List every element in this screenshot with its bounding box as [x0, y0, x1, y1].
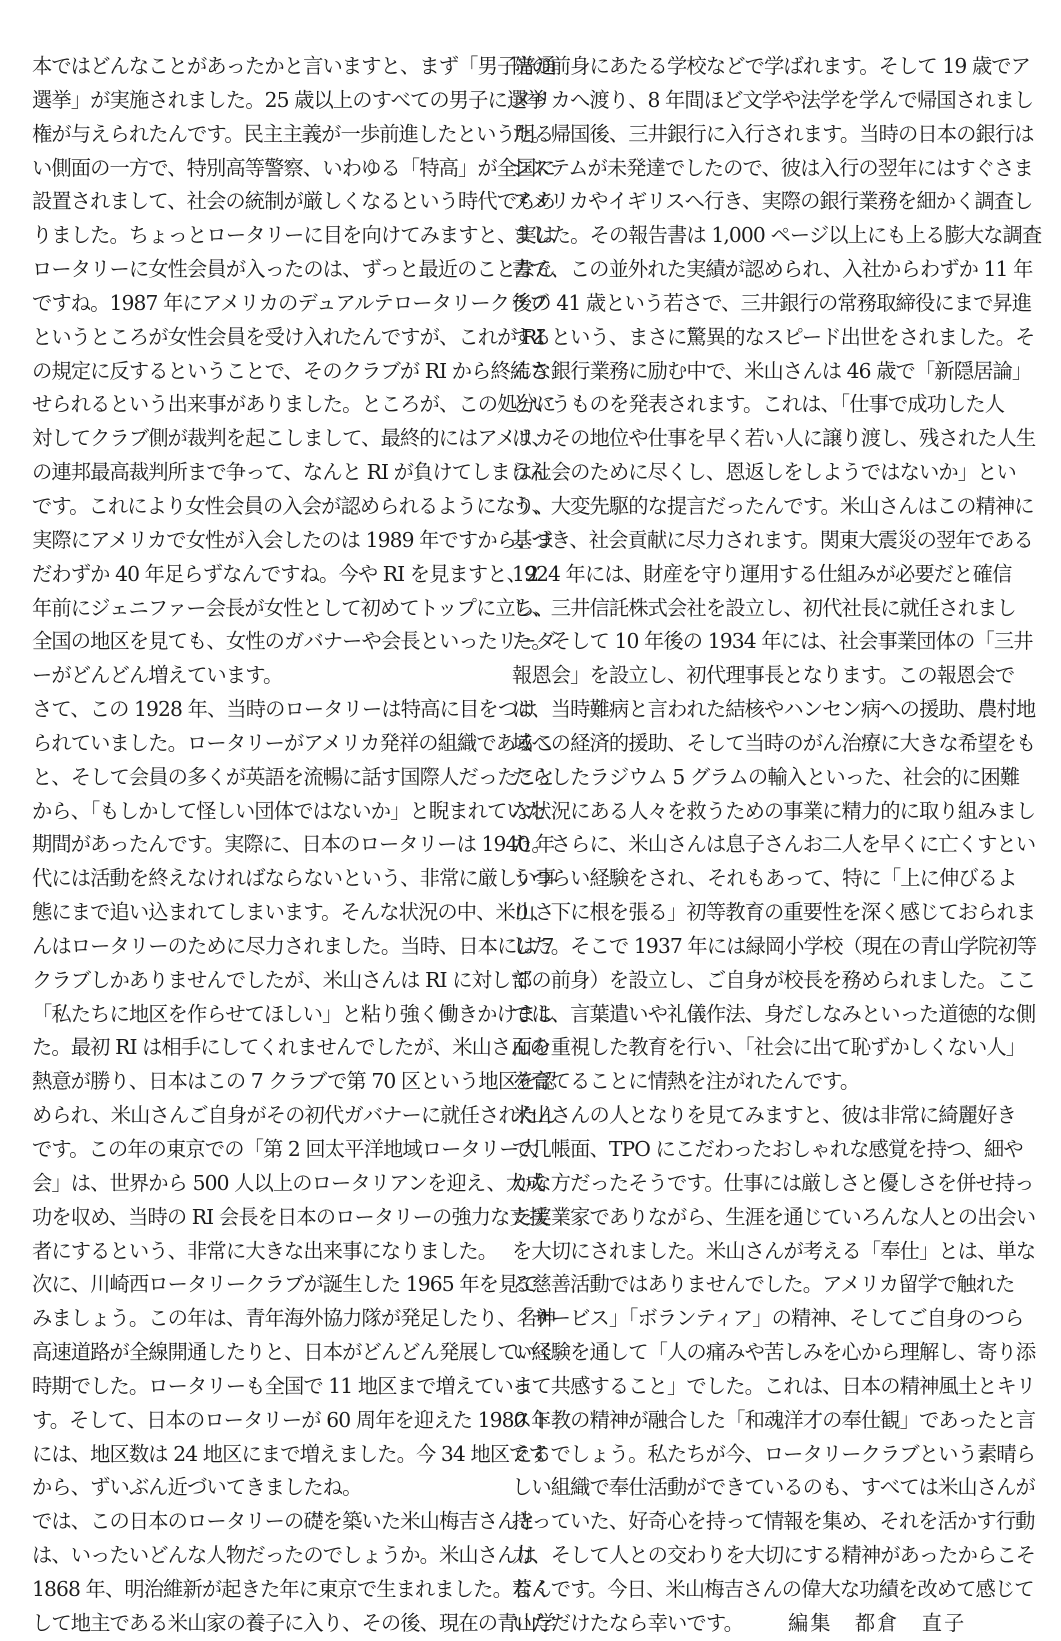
text-line: には、地区数は 24 地区にまで増えました。今 34 地区です [32, 1441, 548, 1466]
text-line: 書で、この並外れた実績が認められ、入社からわずか 11 年 [512, 257, 1033, 282]
text-line: 力、そして人との交わりを大切にする精神があったからこそ [512, 1543, 1036, 1568]
text-line: い経験を通して「人の痛みや苦しみを心から理解し、寄り添 [512, 1340, 1036, 1365]
text-line: と、そして会員の多くが英語を流暢に話す国際人だったこと [32, 764, 556, 789]
text-line: しい組織で奉仕活動ができているのも、すべては米山さんが [512, 1475, 1035, 1500]
text-line: たらしたラジウム 5 グラムの輸入といった、社会的に困難 [512, 764, 1020, 789]
text-line: た。帰国後、三井銀行に入行されます。当時の日本の銀行は [512, 121, 1034, 146]
closing-text: いただけたなら幸いです。 [512, 1610, 743, 1635]
text-line: の規定に反するということで、そのクラブが RI から終結さ [32, 358, 549, 383]
text-line: では、この日本のロータリーの礎を築いた米山梅吉さんと [32, 1509, 536, 1534]
text-line: なんです。今日、米山梅吉さんの偉大な功績を改めて感じて [512, 1576, 1034, 1601]
text-line: 対してクラブ側が裁判を起こしまして、最終的にはアメリカ [32, 426, 554, 451]
text-line: ロータリーに女性会員が入ったのは、ずっと最近のことなん [32, 257, 555, 282]
text-line: 設置されまして、社会の統制が厳しくなるという時代でもあ [32, 189, 555, 214]
text-line: 1868 年、明治維新が起きた年に東京で生まれました。若く [32, 1576, 551, 1601]
text-line: メリカへ渡り、8 年間ほど文学や法学を学んで帰国されまし [512, 87, 1034, 112]
closing-line [512, 1607, 978, 1641]
text-line: 面を重視した教育を行い、「社会に出て恥ずかしくない人」 [512, 1035, 1026, 1060]
text-line: す。そして、日本のロータリーが 60 周年を迎えた 1980 年 [32, 1407, 551, 1432]
text-line: 実際にアメリカで女性が入会したのは 1989 年ですから、ま [32, 527, 555, 552]
text-line: 持っていた、好奇心を持って情報を集め、それを活かす行動 [512, 1509, 1035, 1534]
text-line: 功を収め、当時の RI 会長を日本のロータリーの強力な支援 [32, 1204, 549, 1229]
text-line: さて、この 1928 年、当時のロータリーは特高に目をつけ [32, 697, 537, 722]
text-line: うつらい経験をされ、それもあって、特に「上に伸びるよ [512, 866, 1017, 891]
text-line: した。そこで 1937 年には緑岡小学校（現在の青山学院初等 [512, 933, 1037, 958]
text-line: られていました。ロータリーがアメリカ発祥の組織であるこ [32, 730, 554, 755]
text-line: というものを発表されます。これは、「仕事で成功した人 [512, 392, 1005, 417]
text-line: を育てることに情熱を注がれたんです。 [512, 1069, 860, 1094]
text-line: から、ずいぶん近づいてきましたね。 [32, 1475, 362, 1500]
text-line: して地主である米山家の養子に入り、その後、現在の青山学 [32, 1610, 556, 1635]
text-line: は、当時難病と言われた結核やハンセン病への援助、農村地 [512, 697, 1036, 722]
text-line: の連邦最高裁判所まで争って、なんと RI が負けてしまうん [32, 460, 549, 485]
text-line: です。これにより女性会員の入会が認められるようになり、 [32, 493, 554, 518]
text-line: んな銀行業務に励む中で、米山さんは 46 歳で「新隠居論」 [512, 358, 1032, 383]
text-line: う、大変先駆的な提言だったんです。米山さんはこの精神に [512, 493, 1034, 518]
text-line: る慈善活動ではありませんでした。アメリカ留学で触れた [512, 1272, 1015, 1297]
text-line: 全国の地区を見ても、女性のガバナーや会長といったリーダ [32, 629, 556, 654]
text-line: では、言葉遣いや礼儀作法、身だしなみといった道徳的な側 [512, 1001, 1036, 1026]
text-line: た実業家でありながら、生涯を通じていろんな人との出会い [512, 1204, 1036, 1229]
text-line: 基づき、社会貢献に尽力されます。関東大震災の翌年である [512, 527, 1033, 552]
text-line: 熱意が勝り、日本はこの 7 クラブで第 70 区という地区を認 [32, 1069, 556, 1094]
text-line: んはロータリーのために尽力されました。当時、日本には 7 [32, 933, 554, 958]
text-line: 部の前身）を設立し、ご自身が校長を務められました。ここ [512, 967, 1036, 992]
text-line: みましょう。この年は、青年海外協力隊が発足したり、名神 [32, 1306, 556, 1331]
text-line: し、三井信託株式会社を設立し、初代社長に就任されまし [512, 595, 1016, 620]
text-line: するという、まさに驚異的なスピード出世をされました。そ [512, 324, 1035, 349]
text-line: って共感すること」でした。これは、日本の精神風土とキリ [512, 1373, 1036, 1398]
text-line: アメリカやイギリスへ行き、実際の銀行業務を細かく調査し [512, 189, 1033, 214]
text-line: た。そして 10 年後の 1934 年には、社会事業団体の「三井 [512, 629, 1033, 654]
text-line: 本ではどんなことがあったかと言いますと、まず「男子普通 [32, 54, 556, 78]
text-line: ました。その報告書は 1,000 ページ以上にも上る膨大な調査 [512, 223, 1042, 248]
text-line: い側面の一方で、特別高等警察、いわゆる「特高」が全国に [32, 155, 555, 180]
text-line: システムが未発達でしたので、彼は入行の翌年にはすぐさま [512, 155, 1033, 180]
text-line: 代には活動を終えなければならないという、非常に厳しい事 [32, 866, 556, 891]
text-line: スト教の精神が融合した「和魂洋才の奉仕観」であったと言 [512, 1407, 1036, 1432]
left-column [32, 50, 557, 1641]
text-line: 会」は、世界から 500 人以上のロータリアンを迎え、大成 [32, 1170, 545, 1195]
text-line: た。最初 RI は相手にしてくれませんでしたが、米山さんの [32, 1035, 550, 1060]
text-line: えるでしょう。私たちが今、ロータリークラブという素晴ら [512, 1441, 1036, 1466]
text-line: 時期でした。ロータリーも全国で 11 地区まで増えていま [32, 1373, 533, 1398]
text-line: 米山さんの人となりを見てみますと、彼は非常に綺麗好き [512, 1103, 1016, 1128]
text-line: は、いったいどんな人物だったのでしょうか。米山さんは [32, 1543, 536, 1568]
text-line: 態にまで追い込まれてしまいます。そんな状況の中、米山さ [32, 900, 554, 925]
text-line: 報恩会」を設立し、初代理事長となります。この報恩会で [512, 663, 1015, 688]
text-line: せられるという出来事がありました。ところが、この処分に [32, 392, 556, 417]
text-line: で几帳面、TPO にこだわったおしゃれな感覚を持つ、細や [512, 1137, 1023, 1161]
text-line: 「私たちに地区を作らせてほしい」と粘り強く働きかけまし [32, 1001, 555, 1026]
text-line: 院の前身にあたる学校などで学ばれます。そして 19 歳でア [512, 54, 1031, 78]
text-line: かな方だったそうです。仕事には厳しさと優しさを併せ持っ [512, 1170, 1034, 1195]
text-line: ですね。1987 年にアメリカのデュアルテロータリークラブ [32, 290, 548, 315]
text-line: 選挙」が実施されました。25 歳以上のすべての男子に選挙 [32, 87, 546, 112]
text-line: 「サービス」「ボランティア」の精神、そしてご自身のつら [512, 1306, 1024, 1331]
editor-signature: 編集 都倉 直子 [788, 1610, 967, 1635]
text-line: 期間があったんです。実際に、日本のロータリーは 1940 年 [32, 832, 555, 857]
text-line: 域への経済的援助、そして当時のがん治療に大きな希望をも [512, 730, 1036, 755]
text-line: は、その地位や仕事を早く若い人に譲り渡し、残された人生 [512, 426, 1036, 451]
text-line: から、「もしかして怪しい団体ではないか」と睨まれていた [32, 798, 546, 823]
text-line: りました。ちょっとロータリーに目を向けてみますと、実は [32, 223, 556, 248]
text-line: められ、米山さんご自身がその初代ガバナーに就任されたん [32, 1103, 557, 1128]
text-line: というところが女性会員を受け入れたんですが、これが RI [32, 324, 544, 349]
right-column [512, 50, 1042, 1641]
text-line: た。さらに、米山さんは息子さんお二人を早くに亡くすとい [512, 832, 1036, 857]
text-line: 後の 41 歳という若さで、三井銀行の常務取締役にまで昇進 [512, 290, 1032, 315]
text-line: クラブしかありませんでしたが、米山さんは RI に対して [32, 967, 530, 992]
text-line: 権が与えられたんです。民主主義が一歩前進したという明る [32, 121, 554, 146]
text-line: 高速道路が全線開通したりと、日本がどんどん発展していく [32, 1340, 556, 1365]
text-line: を大切にされました。米山さんが考える「奉仕」とは、単な [512, 1238, 1036, 1263]
text-line: 者にするという、非常に大きな出来事になりました。 [32, 1238, 498, 1263]
text-line: 次に、川崎西ロータリークラブが誕生した 1965 年を見て [32, 1272, 537, 1297]
text-line: 1924 年には、財産を守り運用する仕組みが必要だと確信 [512, 561, 1012, 586]
text-line: は社会のために尽くし、恩返しをしようではないか」とい [512, 460, 1016, 485]
text-line: 年前にジェニファー会長が女性として初めてトップに立ち、 [32, 595, 554, 620]
text-line: り、下に根を張る」初等教育の重要性を深く感じておられま [512, 900, 1036, 925]
text-line: です。この年の東京での「第 2 回太平洋地域ロータリー大 [32, 1137, 539, 1161]
text-line: だわずか 40 年足らずなんですね。今や RI を見ますと、2 [32, 561, 539, 586]
right-column-lines [512, 50, 1042, 1607]
text-line: な状況にある人々を救うための事業に精力的に取り組みまし [512, 798, 1036, 823]
text-line: ーがどんどん増えています。 [32, 663, 283, 688]
